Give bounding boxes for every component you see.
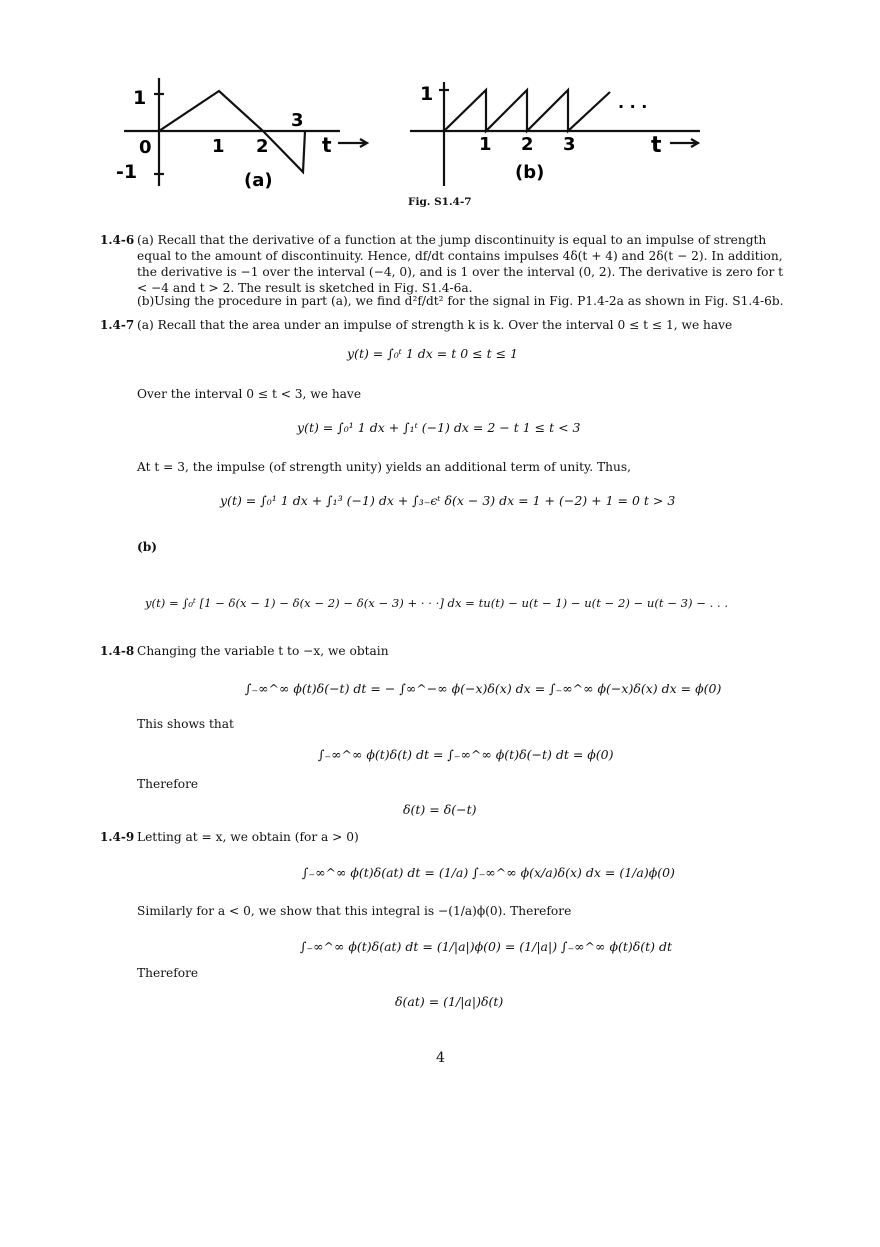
graph-a-ytick-minus1: -1 bbox=[116, 161, 138, 183]
graph-a-label: (a) bbox=[244, 170, 273, 191]
graph-b-sawtooth bbox=[444, 90, 610, 131]
graph-a-origin: 0 bbox=[139, 137, 152, 158]
equation-1-4-7-2: y(t) = ∫₀¹ 1 dx + ∫₁ᵗ (−1) dx = 2 − t 1 ≤ t < 3 bbox=[297, 420, 581, 435]
section-number-1-4-6: 1.4-6 bbox=[100, 233, 135, 247]
equation-1-4-7-3: y(t) = ∫₀¹ 1 dx + ∫₁³ (−1) dx + ∫₃₋ϵᵗ δ(x − 3) dx = 1 + (−2) + 1 = 0 t > 3 bbox=[220, 493, 676, 508]
graph-a-ytick-1: 1 bbox=[133, 87, 147, 109]
graph-b-xtick-1: 1 bbox=[479, 134, 492, 155]
equation-1-4-7-4: y(t) = ∫₀ᵗ [1 − δ(x − 1) − δ(x − 2) − δ(x − 3) + · · ·] dx = tu(t) − u(t − 1) − u(t − 2) − u(t − 3) − . . . bbox=[145, 596, 729, 610]
section-1-4-8-mid1: This shows that bbox=[137, 717, 234, 731]
section-1-4-7-part-b: (b) bbox=[137, 540, 158, 554]
equation-1-4-8-3: δ(t) = δ(−t) bbox=[403, 802, 477, 817]
equation-1-4-8-1: ∫₋∞^∞ ϕ(t)δ(−t) dt = − ∫∞^−∞ ϕ(−x)δ(x) dx = ∫₋∞^∞ ϕ(−x)δ(x) dx = ϕ(0) bbox=[245, 681, 722, 696]
section-1-4-8-intro: Changing the variable t to −x, we obtain bbox=[137, 644, 389, 658]
graph-a-xtick-1: 1 bbox=[212, 136, 225, 157]
graph-a-axis-var: t bbox=[322, 133, 332, 157]
equation-1-4-9-1: ∫₋∞^∞ ϕ(t)δ(at) dt = (1/a) ∫₋∞^∞ ϕ(x/a)δ(x) dx = (1/a)ϕ(0) bbox=[302, 865, 675, 880]
equation-1-4-8-2: ∫₋∞^∞ ϕ(t)δ(t) dt = ∫₋∞^∞ ϕ(t)δ(−t) dt = ϕ(0) bbox=[318, 747, 614, 762]
section-1-4-7-intro: (a) Recall that the area under an impulse of strength k is k. Over the interval 0 ≤ t ≤ 1, we have bbox=[137, 318, 733, 332]
section-1-4-7-mid2: At t = 3, the impulse (of strength unity) yields an additional term of unity. Thus, bbox=[137, 460, 631, 474]
section-1-4-6-part-a: (a) Recall that the derivative of a function at the jump discontinuity is equal to an impulse of strength equal to the amount of discontinuity. Hence, df/dt contains impulses 4δ(t + 4) and 2δ(t − 2). In addition, the derivative is −1 over the interval (−4, 0), and is 1 over the interval (0, 2). The derivative is zero for t < −4 and t > 2. The result is sketched in Fig. S1.4-6a. bbox=[137, 233, 784, 295]
section-1-4-8-mid2: Therefore bbox=[137, 777, 199, 791]
equation-1-4-9-2: ∫₋∞^∞ ϕ(t)δ(at) dt = (1/|a|)ϕ(0) = (1/|a|) ∫₋∞^∞ ϕ(t)δ(t) dt bbox=[300, 939, 673, 954]
section-1-4-9-mid1: Similarly for a < 0, we show that this integral is −(1/a)ϕ(0). Therefore bbox=[137, 904, 572, 918]
section-number-1-4-7: 1.4-7 bbox=[100, 318, 135, 332]
graph-b-ellipsis: · · · bbox=[618, 97, 648, 116]
section-1-4-6-part-b: (b)Using the procedure in part (a), we find d²f/dt² for the signal in Fig. P1.4-2a as shown in Fig. S1.4-6b. bbox=[137, 294, 784, 308]
figure-caption: Fig. S1.4-7 bbox=[408, 196, 472, 208]
section-number-1-4-8: 1.4-8 bbox=[100, 644, 135, 658]
graph-b-ytick-1: 1 bbox=[420, 83, 434, 105]
graph-b-label: (b) bbox=[515, 162, 545, 183]
graph-b-axis-var: t bbox=[651, 133, 662, 158]
graph-a-xtick-2: 2 bbox=[256, 136, 269, 157]
graph-b-xtick-2: 2 bbox=[521, 134, 534, 155]
page-number: 4 bbox=[436, 1050, 445, 1066]
section-1-4-9-intro: Letting at = x, we obtain (for a > 0) bbox=[137, 830, 359, 844]
graph-b-xtick-3: 3 bbox=[563, 134, 576, 155]
section-number-1-4-9: 1.4-9 bbox=[100, 830, 135, 844]
section-1-4-9-mid2: Therefore bbox=[137, 966, 199, 980]
figure-graphs bbox=[0, 0, 880, 200]
graph-a-xtick-3: 3 bbox=[291, 110, 304, 131]
equation-1-4-7-1: y(t) = ∫₀ᵗ 1 dx = t 0 ≤ t ≤ 1 bbox=[347, 346, 519, 361]
equation-1-4-9-3: δ(at) = (1/|a|)δ(t) bbox=[395, 994, 504, 1009]
section-1-4-7-mid1: Over the interval 0 ≤ t < 3, we have bbox=[137, 387, 362, 401]
